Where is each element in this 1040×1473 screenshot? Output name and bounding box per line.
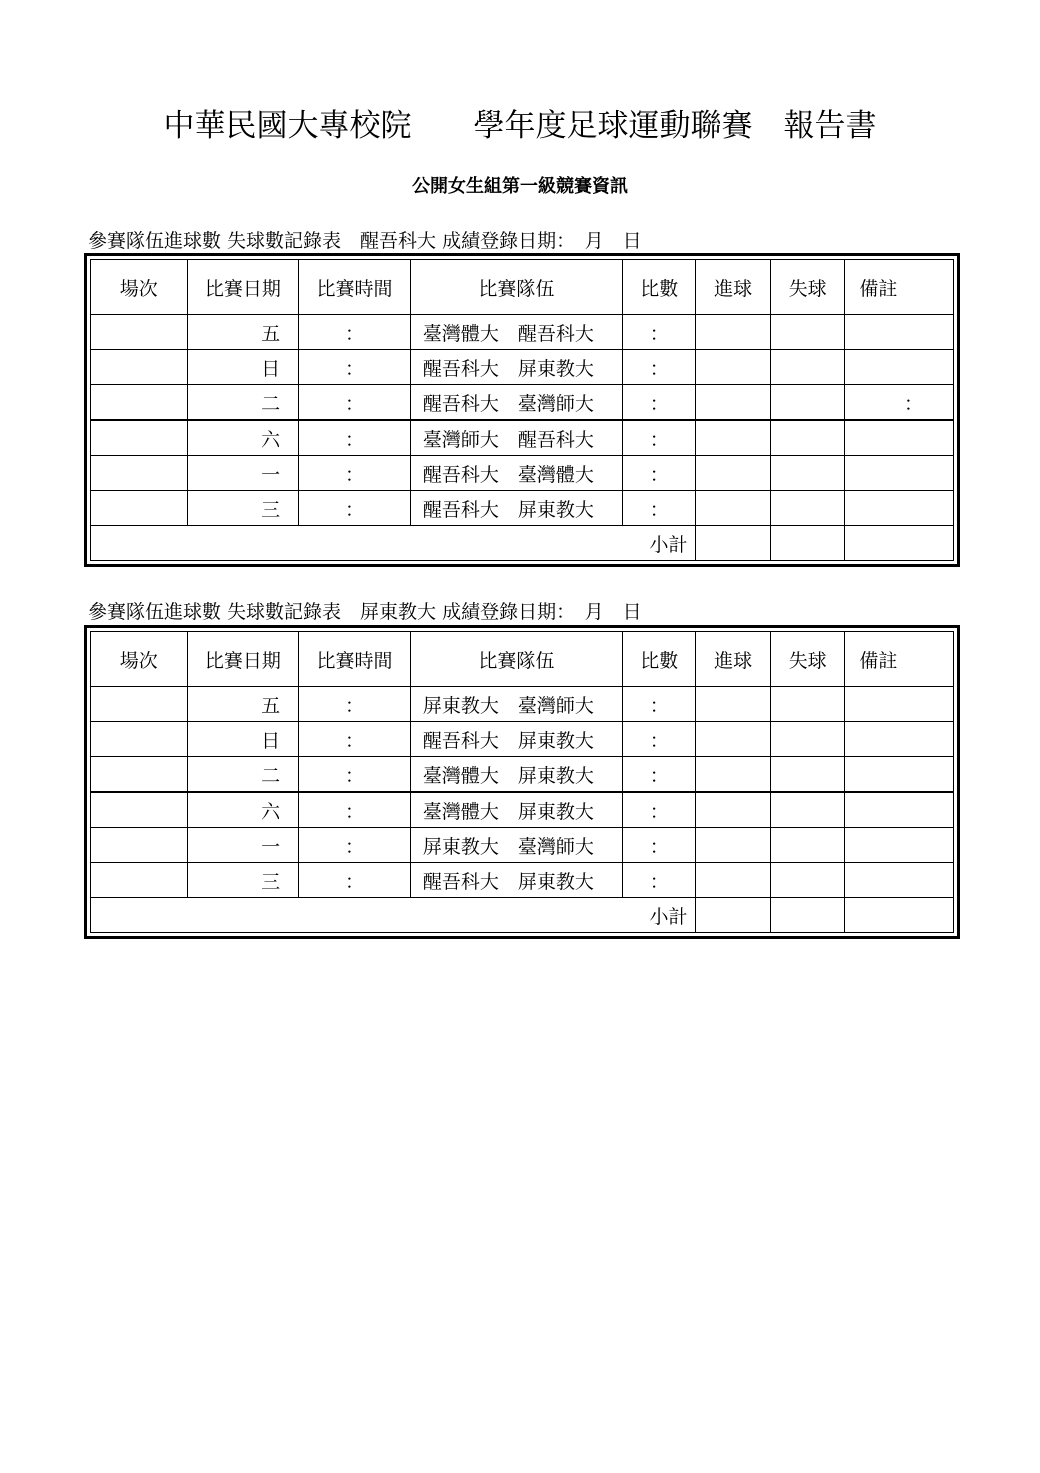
match-number-cell [91, 687, 188, 722]
page-title: 中華民國大專校院 學年度足球運動聯賽 報告書 [163, 108, 877, 144]
subtotal-goals-for-cell [696, 898, 770, 933]
match-teams-cell: 醒吾科大 臺灣師大 [410, 385, 622, 421]
match-date-cell: 六 [187, 420, 299, 456]
match-number-cell [91, 456, 188, 491]
subtotal-goals-against-cell [770, 526, 844, 561]
match-time-cell: ： [299, 687, 411, 722]
goals-against-cell [770, 315, 844, 350]
column-header: 比賽時間 [299, 260, 411, 315]
column-header: 場次 [91, 632, 188, 687]
column-header: 比賽隊伍 [410, 260, 622, 315]
table-row [91, 420, 954, 456]
score-cell: ： [623, 757, 696, 793]
score-cell: ： [623, 385, 696, 421]
subtotal-note-cell [845, 526, 954, 561]
score-cell: ： [623, 828, 696, 863]
match-time-cell: ： [299, 420, 411, 456]
match-number-cell [91, 757, 188, 793]
match-teams-cell: 醒吾科大 屏東教大 [410, 491, 622, 526]
column-header: 比數 [623, 260, 696, 315]
match-teams-cell: 醒吾科大 屏東教大 [410, 350, 622, 385]
match-date-cell: 六 [187, 792, 299, 828]
table-caption: 參賽隊伍進球數 失球數記錄表 醒吾科大 成績登錄日期： 月 日 [88, 230, 642, 252]
column-header: 進球 [696, 260, 770, 315]
match-time-cell: ： [299, 757, 411, 793]
match-time-cell: ： [299, 350, 411, 385]
match-date-cell: 五 [187, 687, 299, 722]
goals-for-cell [696, 456, 770, 491]
goals-against-cell [770, 792, 844, 828]
score-cell: ： [623, 315, 696, 350]
column-header: 比賽日期 [187, 632, 299, 687]
match-date-cell: 五 [187, 315, 299, 350]
match-time-cell: ： [299, 792, 411, 828]
note-cell [845, 687, 954, 722]
match-date-cell: 日 [187, 350, 299, 385]
record-table-frame [84, 625, 960, 939]
column-header: 場次 [91, 260, 188, 315]
score-cell: ： [623, 722, 696, 757]
goals-against-cell [770, 491, 844, 526]
score-cell: ： [623, 420, 696, 456]
goals-for-cell [696, 350, 770, 385]
note-cell [845, 315, 954, 350]
goals-for-cell [696, 385, 770, 421]
column-header: 備註 [845, 260, 954, 315]
subtotal-goals-for-cell [696, 526, 770, 561]
subtotal-label: 小計 [91, 898, 696, 933]
match-date-cell: 二 [187, 757, 299, 793]
match-time-cell: ： [299, 315, 411, 350]
note-cell [845, 456, 954, 491]
subtotal-row [91, 898, 954, 933]
match-number-cell [91, 792, 188, 828]
goals-against-cell [770, 420, 844, 456]
goals-against-cell [770, 350, 844, 385]
column-header: 進球 [696, 632, 770, 687]
goals-against-cell [770, 456, 844, 491]
match-teams-cell: 臺灣師大 醒吾科大 [410, 420, 622, 456]
record-table-frame [84, 253, 960, 567]
match-time-cell: ： [299, 828, 411, 863]
match-number-cell [91, 420, 188, 456]
note-cell [845, 350, 954, 385]
record-table [90, 631, 954, 933]
table-row [91, 757, 954, 793]
table-caption: 參賽隊伍進球數 失球數記錄表 屏東教大 成績登錄日期： 月 日 [88, 601, 642, 623]
match-time-cell: ： [299, 385, 411, 421]
match-teams-cell: 醒吾科大 屏東教大 [410, 863, 622, 898]
goals-against-cell [770, 828, 844, 863]
match-teams-cell: 屏東教大 臺灣師大 [410, 687, 622, 722]
match-date-cell: 三 [187, 863, 299, 898]
score-cell: ： [623, 491, 696, 526]
table-row [91, 687, 954, 722]
record-table [90, 259, 954, 561]
score-cell: ： [623, 863, 696, 898]
table-header-row [91, 260, 954, 315]
note-cell [845, 757, 954, 793]
column-header: 失球 [770, 632, 844, 687]
goals-for-cell [696, 863, 770, 898]
column-header: 比賽時間 [299, 632, 411, 687]
match-time-cell: ： [299, 491, 411, 526]
table-row [91, 722, 954, 757]
match-number-cell [91, 315, 188, 350]
match-teams-cell: 臺灣體大 屏東教大 [410, 792, 622, 828]
table-row [91, 491, 954, 526]
table-row [91, 456, 954, 491]
subtotal-goals-against-cell [770, 898, 844, 933]
column-header: 比數 [623, 632, 696, 687]
subtotal-note-cell [845, 898, 954, 933]
page-subtitle: 公開女生組第一級競賽資訊 [412, 176, 628, 197]
column-header: 失球 [770, 260, 844, 315]
column-header: 比賽隊伍 [410, 632, 622, 687]
match-number-cell [91, 722, 188, 757]
match-teams-cell: 臺灣體大 屏東教大 [410, 757, 622, 793]
subtotal-label: 小計 [91, 526, 696, 561]
match-number-cell [91, 863, 188, 898]
goals-against-cell [770, 722, 844, 757]
match-date-cell: 一 [187, 456, 299, 491]
column-header: 比賽日期 [187, 260, 299, 315]
goals-against-cell [770, 687, 844, 722]
goals-for-cell [696, 757, 770, 793]
table-header-row [91, 632, 954, 687]
table-row [91, 792, 954, 828]
match-time-cell: ： [299, 722, 411, 757]
goals-against-cell [770, 863, 844, 898]
match-date-cell: 二 [187, 385, 299, 421]
match-teams-cell: 屏東教大 臺灣師大 [410, 828, 622, 863]
goals-for-cell [696, 722, 770, 757]
column-header: 備註 [845, 632, 954, 687]
match-date-cell: 一 [187, 828, 299, 863]
note-cell: ： [845, 385, 954, 421]
note-cell [845, 420, 954, 456]
note-cell [845, 722, 954, 757]
score-cell: ： [623, 687, 696, 722]
table-row [91, 315, 954, 350]
goals-against-cell [770, 385, 844, 421]
match-time-cell: ： [299, 456, 411, 491]
match-number-cell [91, 491, 188, 526]
match-number-cell [91, 828, 188, 863]
table-row [91, 350, 954, 385]
match-teams-cell: 醒吾科大 屏東教大 [410, 722, 622, 757]
subtotal-row [91, 526, 954, 561]
note-cell [845, 491, 954, 526]
score-cell: ： [623, 792, 696, 828]
goals-for-cell [696, 420, 770, 456]
table-row [91, 863, 954, 898]
note-cell [845, 863, 954, 898]
match-date-cell: 日 [187, 722, 299, 757]
match-teams-cell: 醒吾科大 臺灣體大 [410, 456, 622, 491]
note-cell [845, 792, 954, 828]
note-cell [845, 828, 954, 863]
match-date-cell: 三 [187, 491, 299, 526]
table-row [91, 828, 954, 863]
score-cell: ： [623, 456, 696, 491]
goals-for-cell [696, 792, 770, 828]
goals-for-cell [696, 491, 770, 526]
match-time-cell: ： [299, 863, 411, 898]
match-teams-cell: 臺灣體大 醒吾科大 [410, 315, 622, 350]
goals-for-cell [696, 828, 770, 863]
goals-for-cell [696, 687, 770, 722]
goals-for-cell [696, 315, 770, 350]
table-row [91, 385, 954, 421]
score-cell: ： [623, 350, 696, 385]
goals-against-cell [770, 757, 844, 793]
match-number-cell [91, 350, 188, 385]
match-number-cell [91, 385, 188, 421]
